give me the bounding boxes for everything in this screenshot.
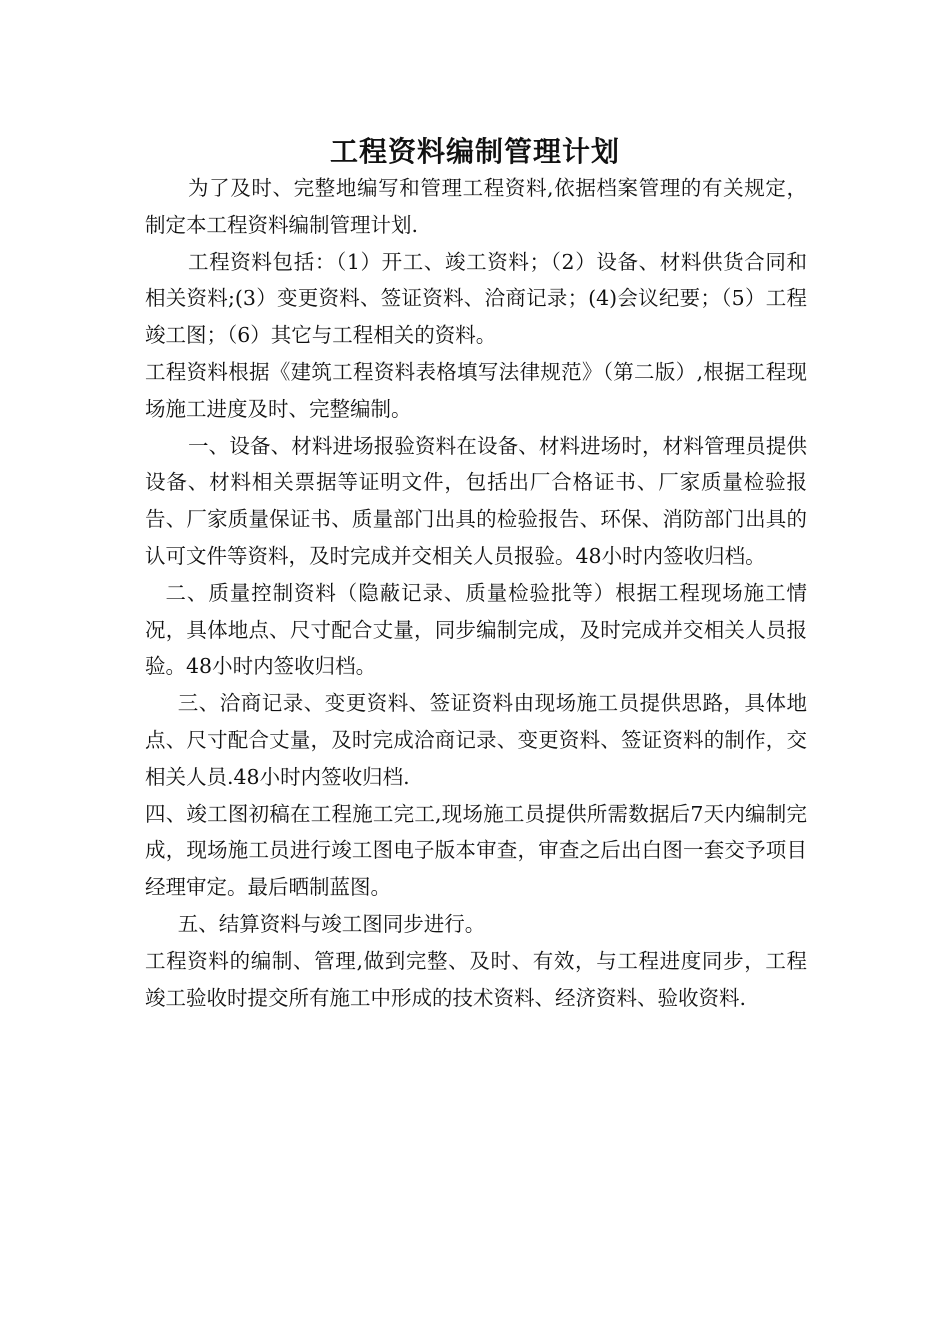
paragraph-item-4: 四、竣工图初稿在工程施工完工,现场施工员提供所需数据后7天内编制完成，现场施工员进行竣工图电子版本审查，审查之后出白图一套交予项目经理审定。最后晒制蓝图。	[145, 801, 807, 900]
paragraph-intro: 为了及时、完整地编写和管理工程资料,依据档案管理的有关规定，制定本工程资料编制管理计划.	[145, 176, 807, 237]
paragraph-item-2: 二、质量控制资料（隐蔽记录、质量检验批等）根据工程现场施工情况，具体地点、尺寸配合丈量，同步编制完成，及时完成并交相关人员报验。48小时内签收归档。	[145, 580, 807, 679]
document-body	[145, 170, 807, 1016]
document-title: 工程资料编制管理计划	[329, 135, 620, 168]
paragraph-item-5: 五、结算资料与竣工图同步进行。	[177, 911, 486, 936]
paragraph-item-3: 三、洽商记录、变更资料、签证资料由现场施工员提供思路，具体地点、尺寸配合丈量，及时完成洽商记录、变更资料、签证资料的制作，交相关人员.48小时内签收归档.	[145, 691, 807, 789]
paragraph-item-1: 一、设备、材料进场报验资料在设备、材料进场时，材料管理员提供设备、材料相关票据等证明文件，包括出厂合格证书、厂家质量检验报告、厂家质量保证书、质量部门出具的检验报告、环保、消防部门出具的认可文件等资料，及时完成并交相关人员报验。48小时内签收归档。	[145, 433, 807, 568]
paragraph-basis: 工程资料根据《建筑工程资料表格填写法律规范》（第二版）,根据工程现场施工进度及时、完整编制。	[145, 359, 807, 421]
paragraph-conclusion: 工程资料的编制、管理,做到完整、及时、有效，与工程进度同步，工程竣工验收时提交所有施工中形成的技术资料、经济资料、验收资料.	[145, 948, 807, 1010]
paragraph-contents: 工程资料包括：（1）开工、竣工资料；（2）设备、材料供货合同和相关资料;(3）变更资料、签证资料、洽商记录；(4)会议纪要；（5）工程竣工图；（6）其它与工程相关的资料。	[145, 249, 807, 348]
